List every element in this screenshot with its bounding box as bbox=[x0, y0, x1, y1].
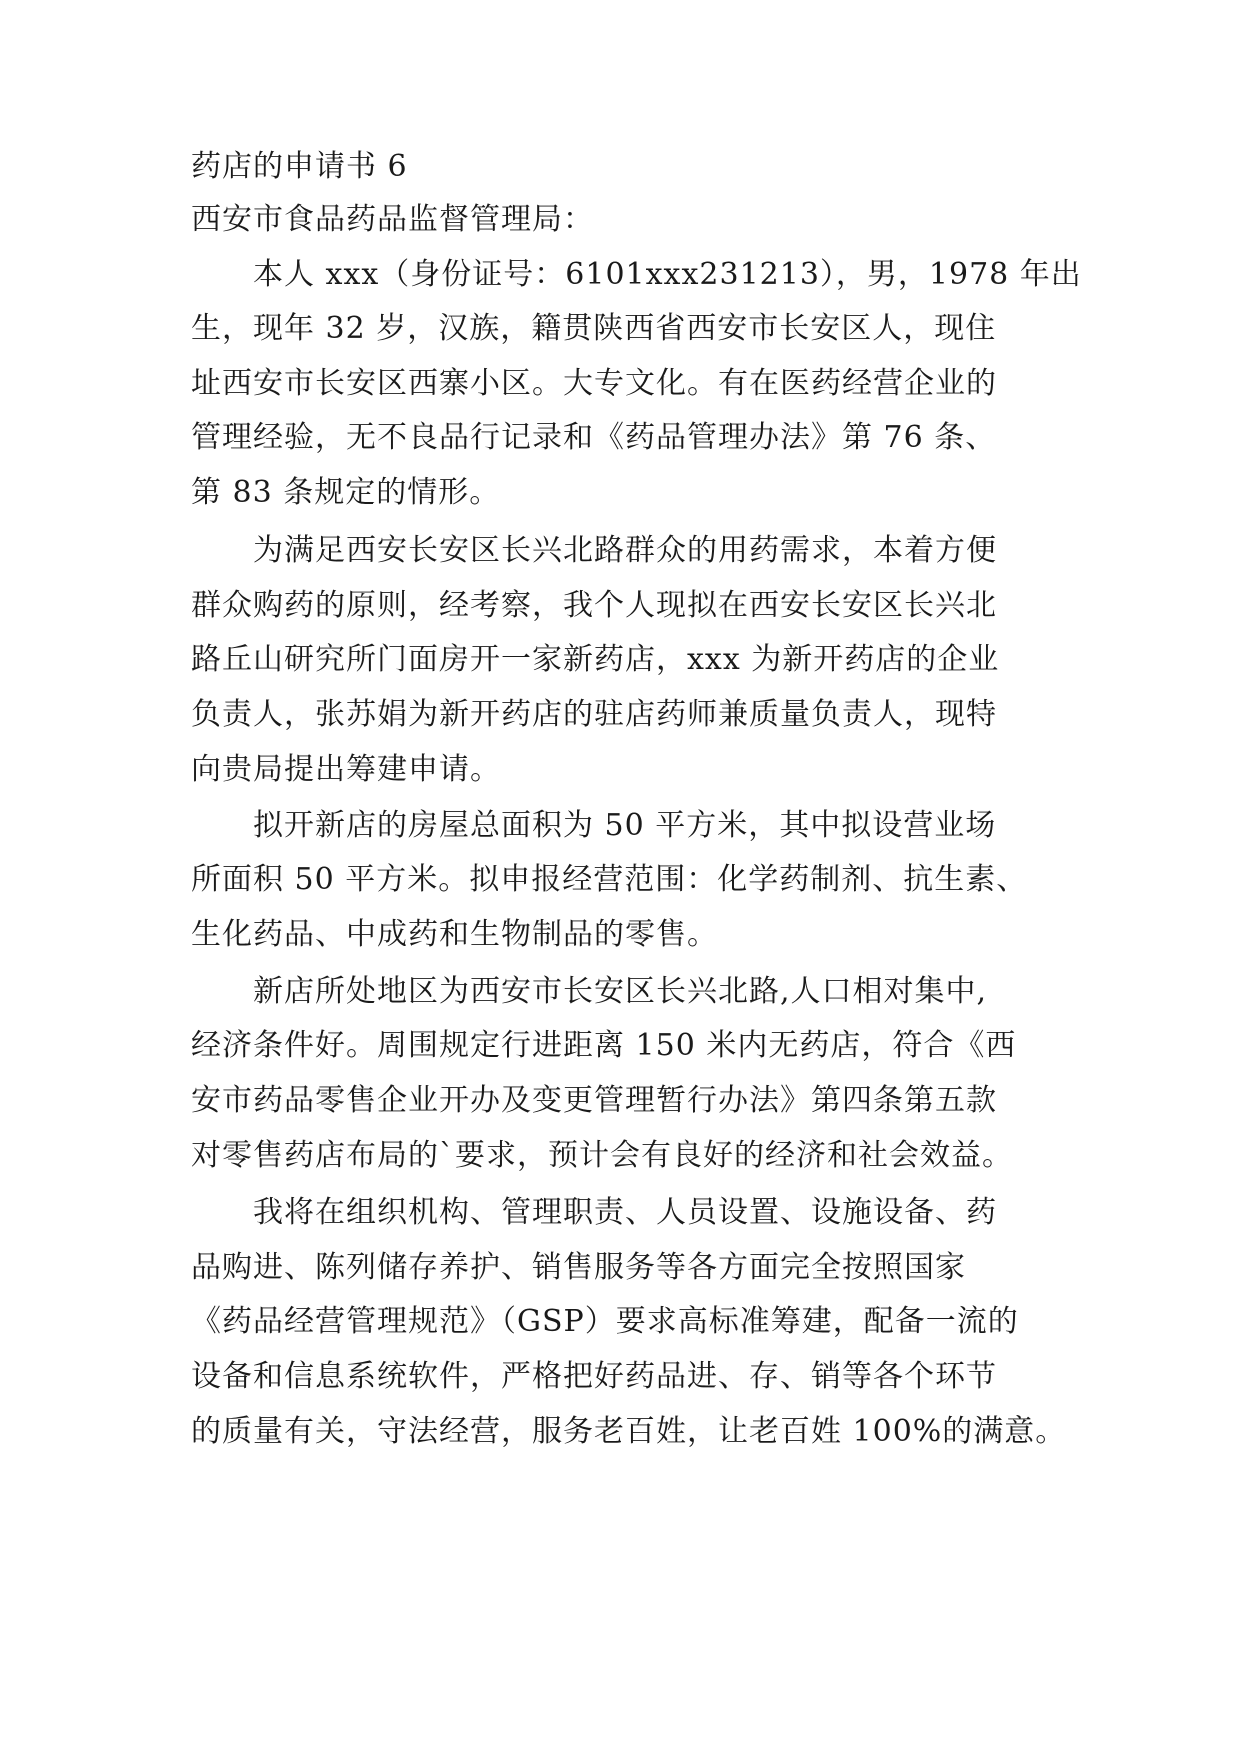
paragraph-1-line-4: 管理经验，无不良品行记录和《药品管理办法》第 76 条、 bbox=[191, 420, 997, 455]
document-title: 药店的申请书 6 bbox=[191, 149, 408, 184]
paragraph-3-line-2: 所面积 50 平方米。拟申报经营范围：化学药制剂、抗生素、 bbox=[191, 862, 1028, 897]
paragraph-5-line-2: 品购进、陈列储存养护、销售服务等各方面完全按照国家 bbox=[191, 1250, 966, 1285]
paragraph-2-line-5: 向贵局提出筹建申请。 bbox=[191, 752, 501, 787]
paragraph-1-line-5: 第 83 条规定的情形。 bbox=[191, 475, 501, 510]
paragraph-3-line-3: 生化药品、中成药和生物制品的零售。 bbox=[191, 917, 718, 952]
paragraph-5-line-5: 的质量有关，守法经营，服务老百姓，让老百姓 100%的满意。 bbox=[191, 1414, 1067, 1449]
paragraph-4-line-2: 经济条件好。周围规定行进距离 150 米内无药店，符合《西 bbox=[191, 1028, 1017, 1063]
paragraph-5-line-4: 设备和信息系统软件，严格把好药品进、存、销等各个环节 bbox=[191, 1359, 997, 1394]
paragraph-2-line-1: 为满足西安长安区长兴北路群众的用药需求，本着方便 bbox=[253, 533, 997, 568]
addressee: 西安市食品药品监督管理局： bbox=[191, 202, 594, 237]
paragraph-5-line-3: 《药品经营管理规范》（GSP）要求高标准筹建，配备一流的 bbox=[191, 1304, 1019, 1339]
paragraph-4-line-3: 安市药品零售企业开办及变更管理暂行办法》第四条第五款 bbox=[191, 1083, 997, 1118]
paragraph-4-line-4: 对零售药店布局的`要求，预计会有良好的经济和社会效益。 bbox=[191, 1138, 1013, 1173]
paragraph-1-line-2: 生，现年 32 岁，汉族，籍贯陕西省西安市长安区人，现住 bbox=[191, 311, 997, 346]
paragraph-2-line-2: 群众购药的原则，经考察，我个人现拟在西安长安区长兴北 bbox=[191, 588, 997, 623]
paragraph-2-line-3: 路丘山研究所门面房开一家新药店，xxx 为新开药店的企业 bbox=[191, 642, 1000, 677]
paragraph-1-line-3: 址西安市长安区西寨小区。大专文化。有在医药经营企业的 bbox=[191, 366, 997, 401]
paragraph-4-line-1: 新店所处地区为西安市长安区长兴北路,人口相对集中, bbox=[253, 974, 988, 1009]
paragraph-5-line-1: 我将在组织机构、管理职责、人员设置、设施设备、药 bbox=[253, 1195, 997, 1230]
paragraph-1-line-1: 本人 xxx（身份证号：6101xxx231213），男，1978 年出 bbox=[253, 257, 1082, 292]
paragraph-2-line-4: 负责人，张苏娟为新开药店的驻店药师兼质量负责人，现特 bbox=[191, 697, 997, 732]
paragraph-3-line-1: 拟开新店的房屋总面积为 50 平方米，其中拟设营业场 bbox=[253, 808, 997, 843]
